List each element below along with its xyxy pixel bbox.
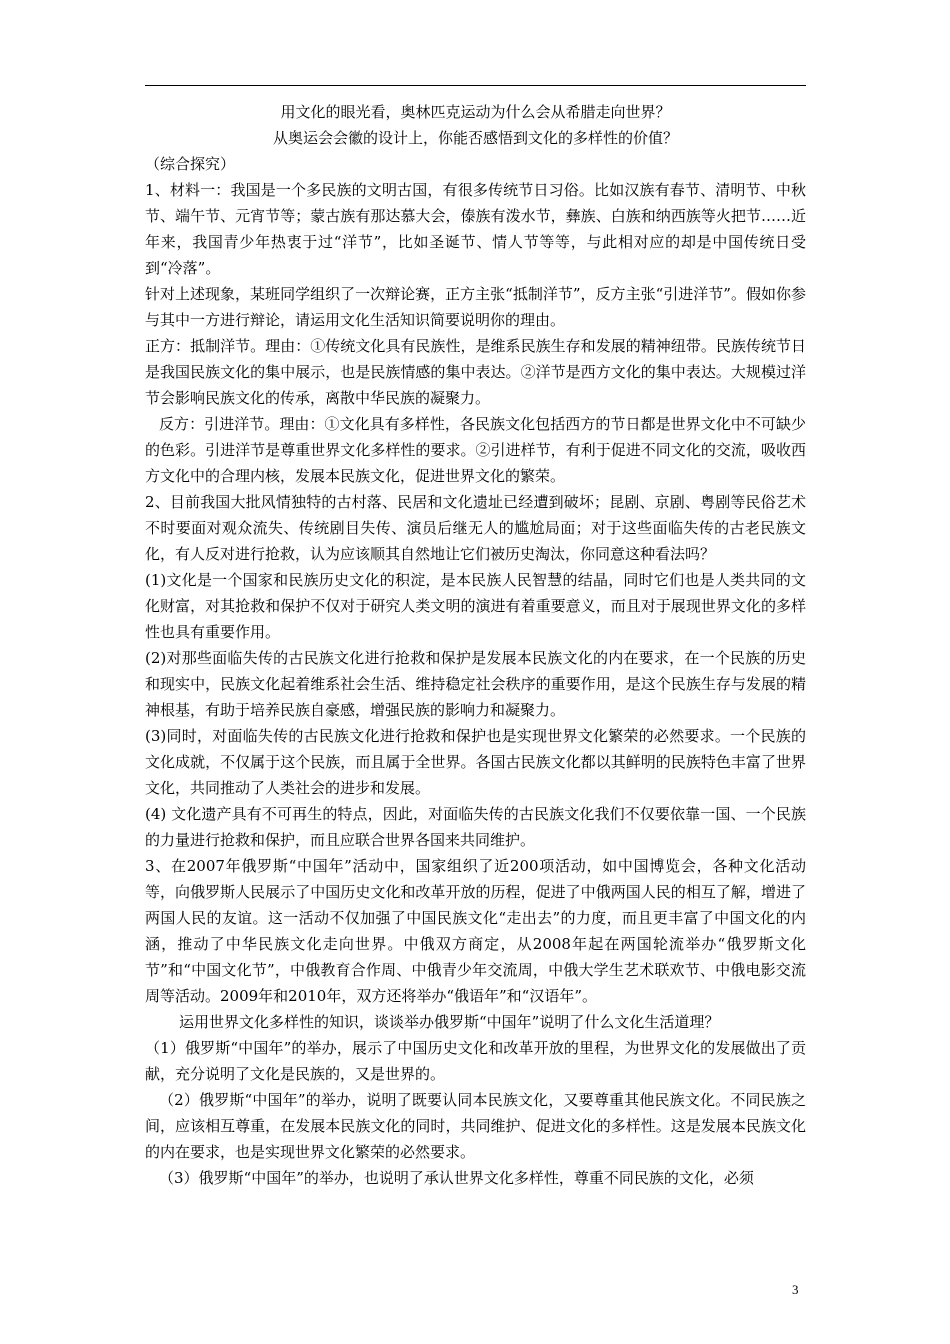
question-2: 2、目前我国大批风情独特的古村落、民居和文化遗址已经遭到破坏；昆剧、京剧、粤剧等民俗艺术不时要面对观众流失、传统剧目失传、演员后继无人的尴尬局面；对于这些面临失传的古老民族文化，有人反对进行抢救，认为应该顺其自然地让它们被历史淘汰，你同意这种看法吗？: [145, 493, 806, 563]
section-heading: （综合探究）: [145, 155, 236, 173]
answer-2-point-2: (2)对那些面临失传的古民族文化进行抢救和保护是发展本民族文化的内在要求，在一个民族的历史和现实中，民族文化起着维系社会生活、维持稳定社会秩序的重要作用，是这个民族生存与发展的精神根基，有助于培养民族自豪感，增强民族的影响力和凝聚力。: [145, 649, 806, 719]
material-3: 3、在2007年俄罗斯“中国年”活动中，国家组织了近200项活动，如中国博览会，各种文化活动等，向俄罗斯人民展示了中国历史文化和改革开放的历程，促进了中俄两国人民的相互了解，增进了两国人民的友谊。这一活动不仅加强了中国民族文化“走出去”的力度，而且更丰富了中国文化的内涵，推动了中华民族文化走向世界。中俄双方商定，从2008年起在两国轮流举办“俄罗斯文化节”和“中国文化节”，中俄教育合作周、中俄青少年交流周，中俄大学生艺术联欢节、中俄电影交流周等活动。2009年和2010年，双方还将举办“俄语年”和“汉语年”。: [145, 857, 806, 1005]
answer-3-point-1: （1）俄罗斯“中国年”的举办，展示了中国历史文化和改革开放的里程，为世界文化的发展做出了贡献，充分说明了文化是民族的，又是世界的。: [145, 1039, 806, 1083]
question-olympics: 用文化的眼光看，奥林匹克运动为什么会从希腊走向世界？: [280, 103, 671, 121]
answer-2-point-3: (3)同时，对面临失传的古民族文化进行抢救和保护也是实现世界文化繁荣的必然要求。一个民族的文化成就，不仅属于这个民族，而且属于全世界。各国古民族文化都以其鲜明的民族特色丰富了世界文化，共同推动了人类社会的进步和发展。: [145, 727, 806, 797]
header-rule: [145, 85, 806, 86]
answer-2-point-1: (1)文化是一个国家和民族历史文化的积淀，是本民族人民智慧的结晶，同时它们也是人类共同的文化财富，对其抢救和保护不仅对于研究人类文明的演进有着重要意义，而且对于展现世界文化的多样性也具有重要作用。: [145, 571, 806, 641]
affirmative-answer: 正方：抵制洋节。理由：①传统文化具有民族性，是维系民族生存和发展的精神纽带。民族传统节日是我国民族文化的集中展示，也是民族情感的集中表达。②洋节是西方文化的集中表达。大规模过洋节会影响民族文化的传承，离散中华民族的凝聚力。: [145, 337, 806, 407]
question-3: 运用世界文化多样性的知识，谈谈举办俄罗斯“中国年”说明了什么文化生活道理？: [179, 1013, 720, 1031]
material-1: 1、材料一：我国是一个多民族的文明古国，有很多传统节日习俗。比如汉族有春节、清明节、中秋节、端午节、元宵节等；蒙古族有那达慕大会，傣族有泼水节，彝族、白族和纳西族等火把节……近年来，我国青少年热衷于过“洋节”，比如圣诞节、情人节等等，与此相对应的却是中国传统日受到“冷落”。: [145, 181, 806, 277]
question-emblem: 从奥运会会徽的设计上，你能否感悟到文化的多样性的价值？: [272, 129, 678, 147]
document-body: [145, 99, 806, 1191]
answer-2-point-4: (4) 文化遗产具有不可再生的特点，因此，对面临失传的古民族文化我们不仅要依靠一国、一个民族的力量进行抢救和保护，而且应联合世界各国来共同维护。: [145, 805, 806, 849]
answer-3-point-3: （3）俄罗斯“中国年”的举办，也说明了承认世界文化多样性，尊重不同民族的文化，必须: [159, 1169, 754, 1187]
negative-answer: 反方：引进洋节。理由：①文化具有多样性，各民族文化包括西方的节日都是世界文化中不可缺少的色彩。引进洋节是尊重世界文化多样性的要求。②引进样节，有利于促进不同文化的交流，吸收西方文化中的合理内核，发展本民族文化，促进世界文化的繁荣。: [145, 415, 806, 485]
answer-3-point-2: （2）俄罗斯“中国年”的举办，说明了既要认同本民族文化，又要尊重其他民族文化。不同民族之间，应该相互尊重，在发展本民族文化的同时，共同维护、促进文化的多样性。这是发展本民族文化的内在要求，也是实现世界文化繁荣的必然要求。: [145, 1091, 806, 1161]
page-number: 3: [792, 1282, 799, 1297]
debate-prompt: 针对上述现象，某班同学组织了一次辩论赛，正方主张“抵制洋节”，反方主张“引进洋节”。假如你参与其中一方进行辩论，请运用文化生活知识简要说明你的理由。: [145, 285, 806, 329]
